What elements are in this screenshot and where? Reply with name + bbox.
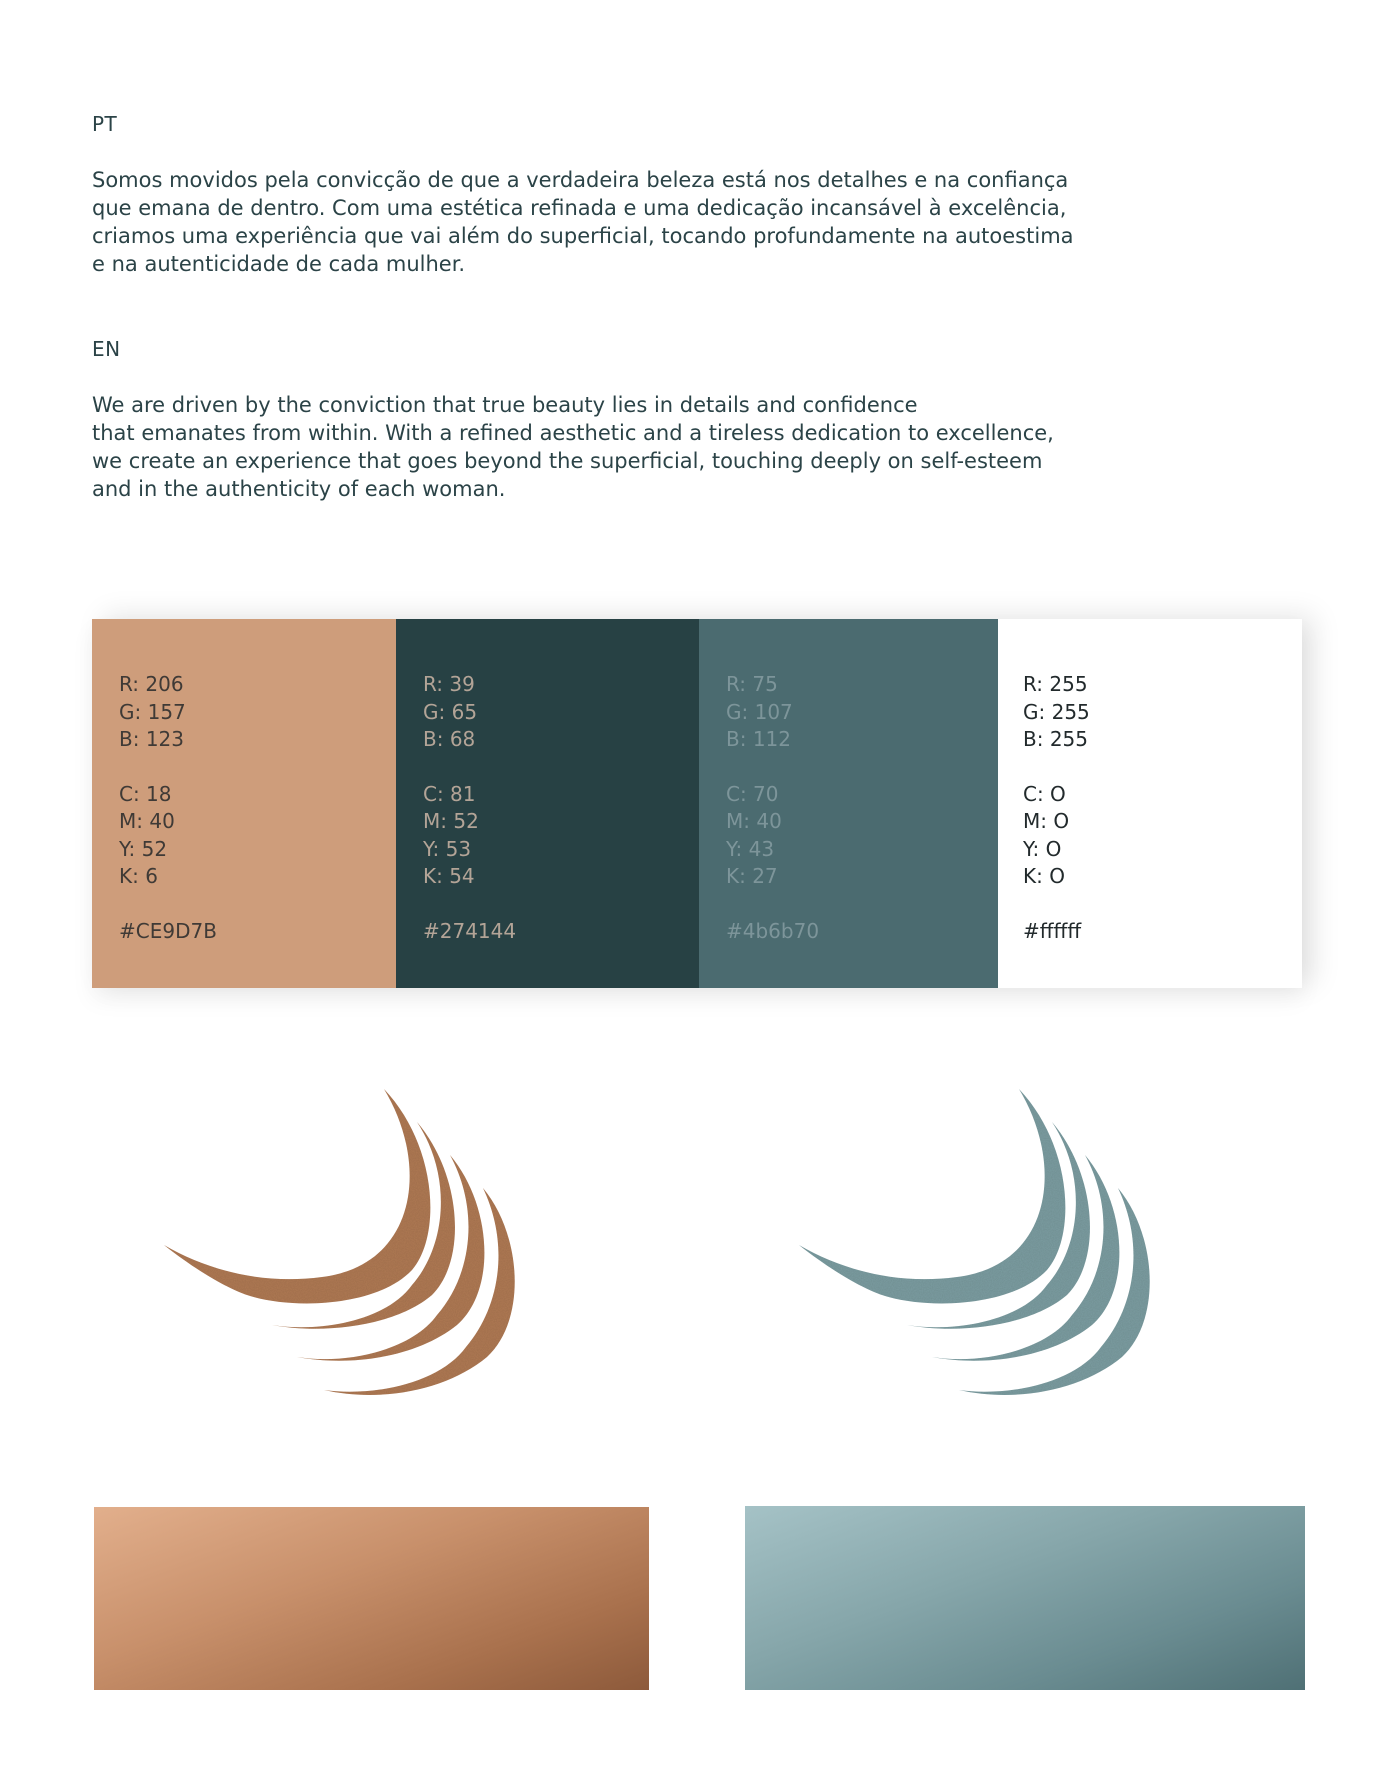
cmyk-c: C: 18 — [119, 781, 172, 806]
cmyk-k: K: 27 — [726, 864, 778, 888]
cmyk-y: Y: 52 — [119, 836, 168, 861]
cmyk-m: M: 40 — [119, 809, 175, 833]
rgb-b: B: 112 — [726, 727, 791, 751]
cmyk-c: C: O — [1023, 781, 1066, 806]
cmyk-m: M: O — [1023, 809, 1070, 833]
rgb-r: R: 206 — [119, 672, 184, 696]
rgb-g: G: 65 — [423, 699, 478, 724]
rgb-g: G: 107 — [726, 699, 793, 724]
en-paragraph — [92, 391, 1092, 503]
en-line: We are driven by the conviction that true beauty lies in details and confidence — [92, 393, 918, 417]
teal-texture-swatch — [745, 1506, 1305, 1690]
cmyk-m: M: 52 — [423, 809, 479, 833]
logo-mark-teal-icon — [797, 1085, 1177, 1415]
swatch-slate-teal — [699, 619, 998, 988]
pt-paragraph — [92, 166, 1092, 278]
en-line: that emanates from within. With a refined aesthetic and a tireless dedication to excellence, — [92, 421, 1054, 445]
swatch-white — [998, 619, 1302, 988]
en-line: we create an experience that goes beyond the superficial, touching deeply on self-esteem — [92, 449, 1043, 473]
cmyk-y: Y: O — [1023, 836, 1062, 861]
en-label: EN — [92, 337, 121, 361]
rgb-b: B: 68 — [423, 727, 476, 751]
logo-mark-copper-icon — [162, 1085, 542, 1415]
pt-line: e na autenticidade de cada mulher. — [92, 252, 466, 276]
en-line: and in the authenticity of each woman. — [92, 477, 506, 501]
rgb-b: B: 255 — [1023, 727, 1088, 751]
pt-label: PT — [92, 112, 118, 136]
hex-code: #CE9D7B — [119, 918, 217, 943]
swatch-copper — [92, 619, 396, 988]
cmyk-m: M: 40 — [726, 809, 782, 833]
rgb-g: G: 157 — [119, 699, 186, 724]
cmyk-k: K: O — [1023, 864, 1065, 888]
cmyk-c: C: 70 — [726, 781, 779, 806]
rgb-r: R: 75 — [726, 672, 778, 696]
cmyk-y: Y: 53 — [423, 836, 472, 861]
rgb-r: R: 255 — [1023, 672, 1088, 696]
rgb-g: G: 255 — [1023, 699, 1090, 724]
copper-texture-swatch — [94, 1507, 649, 1690]
hex-code: #274144 — [423, 918, 517, 943]
cmyk-c: C: 81 — [423, 781, 476, 806]
swatch-dark-teal — [396, 619, 699, 988]
rgb-b: B: 123 — [119, 727, 184, 751]
hex-code: #ffffff — [1023, 918, 1082, 943]
color-palette — [92, 619, 1302, 988]
hex-code: #4b6b70 — [726, 918, 820, 943]
pt-line: Somos movidos pela convicção de que a verdadeira beleza está nos detalhes e na confiança — [92, 168, 1069, 192]
pt-line: que emana de dentro. Com uma estética refinada e uma dedicação incansável à excelência, — [92, 196, 1067, 220]
rgb-r: R: 39 — [423, 672, 475, 696]
pt-line: criamos uma experiência que vai além do superficial, tocando profundamente na autoestima — [92, 224, 1074, 248]
cmyk-k: K: 6 — [119, 864, 158, 888]
cmyk-y: Y: 43 — [726, 836, 775, 861]
cmyk-k: K: 54 — [423, 864, 475, 888]
